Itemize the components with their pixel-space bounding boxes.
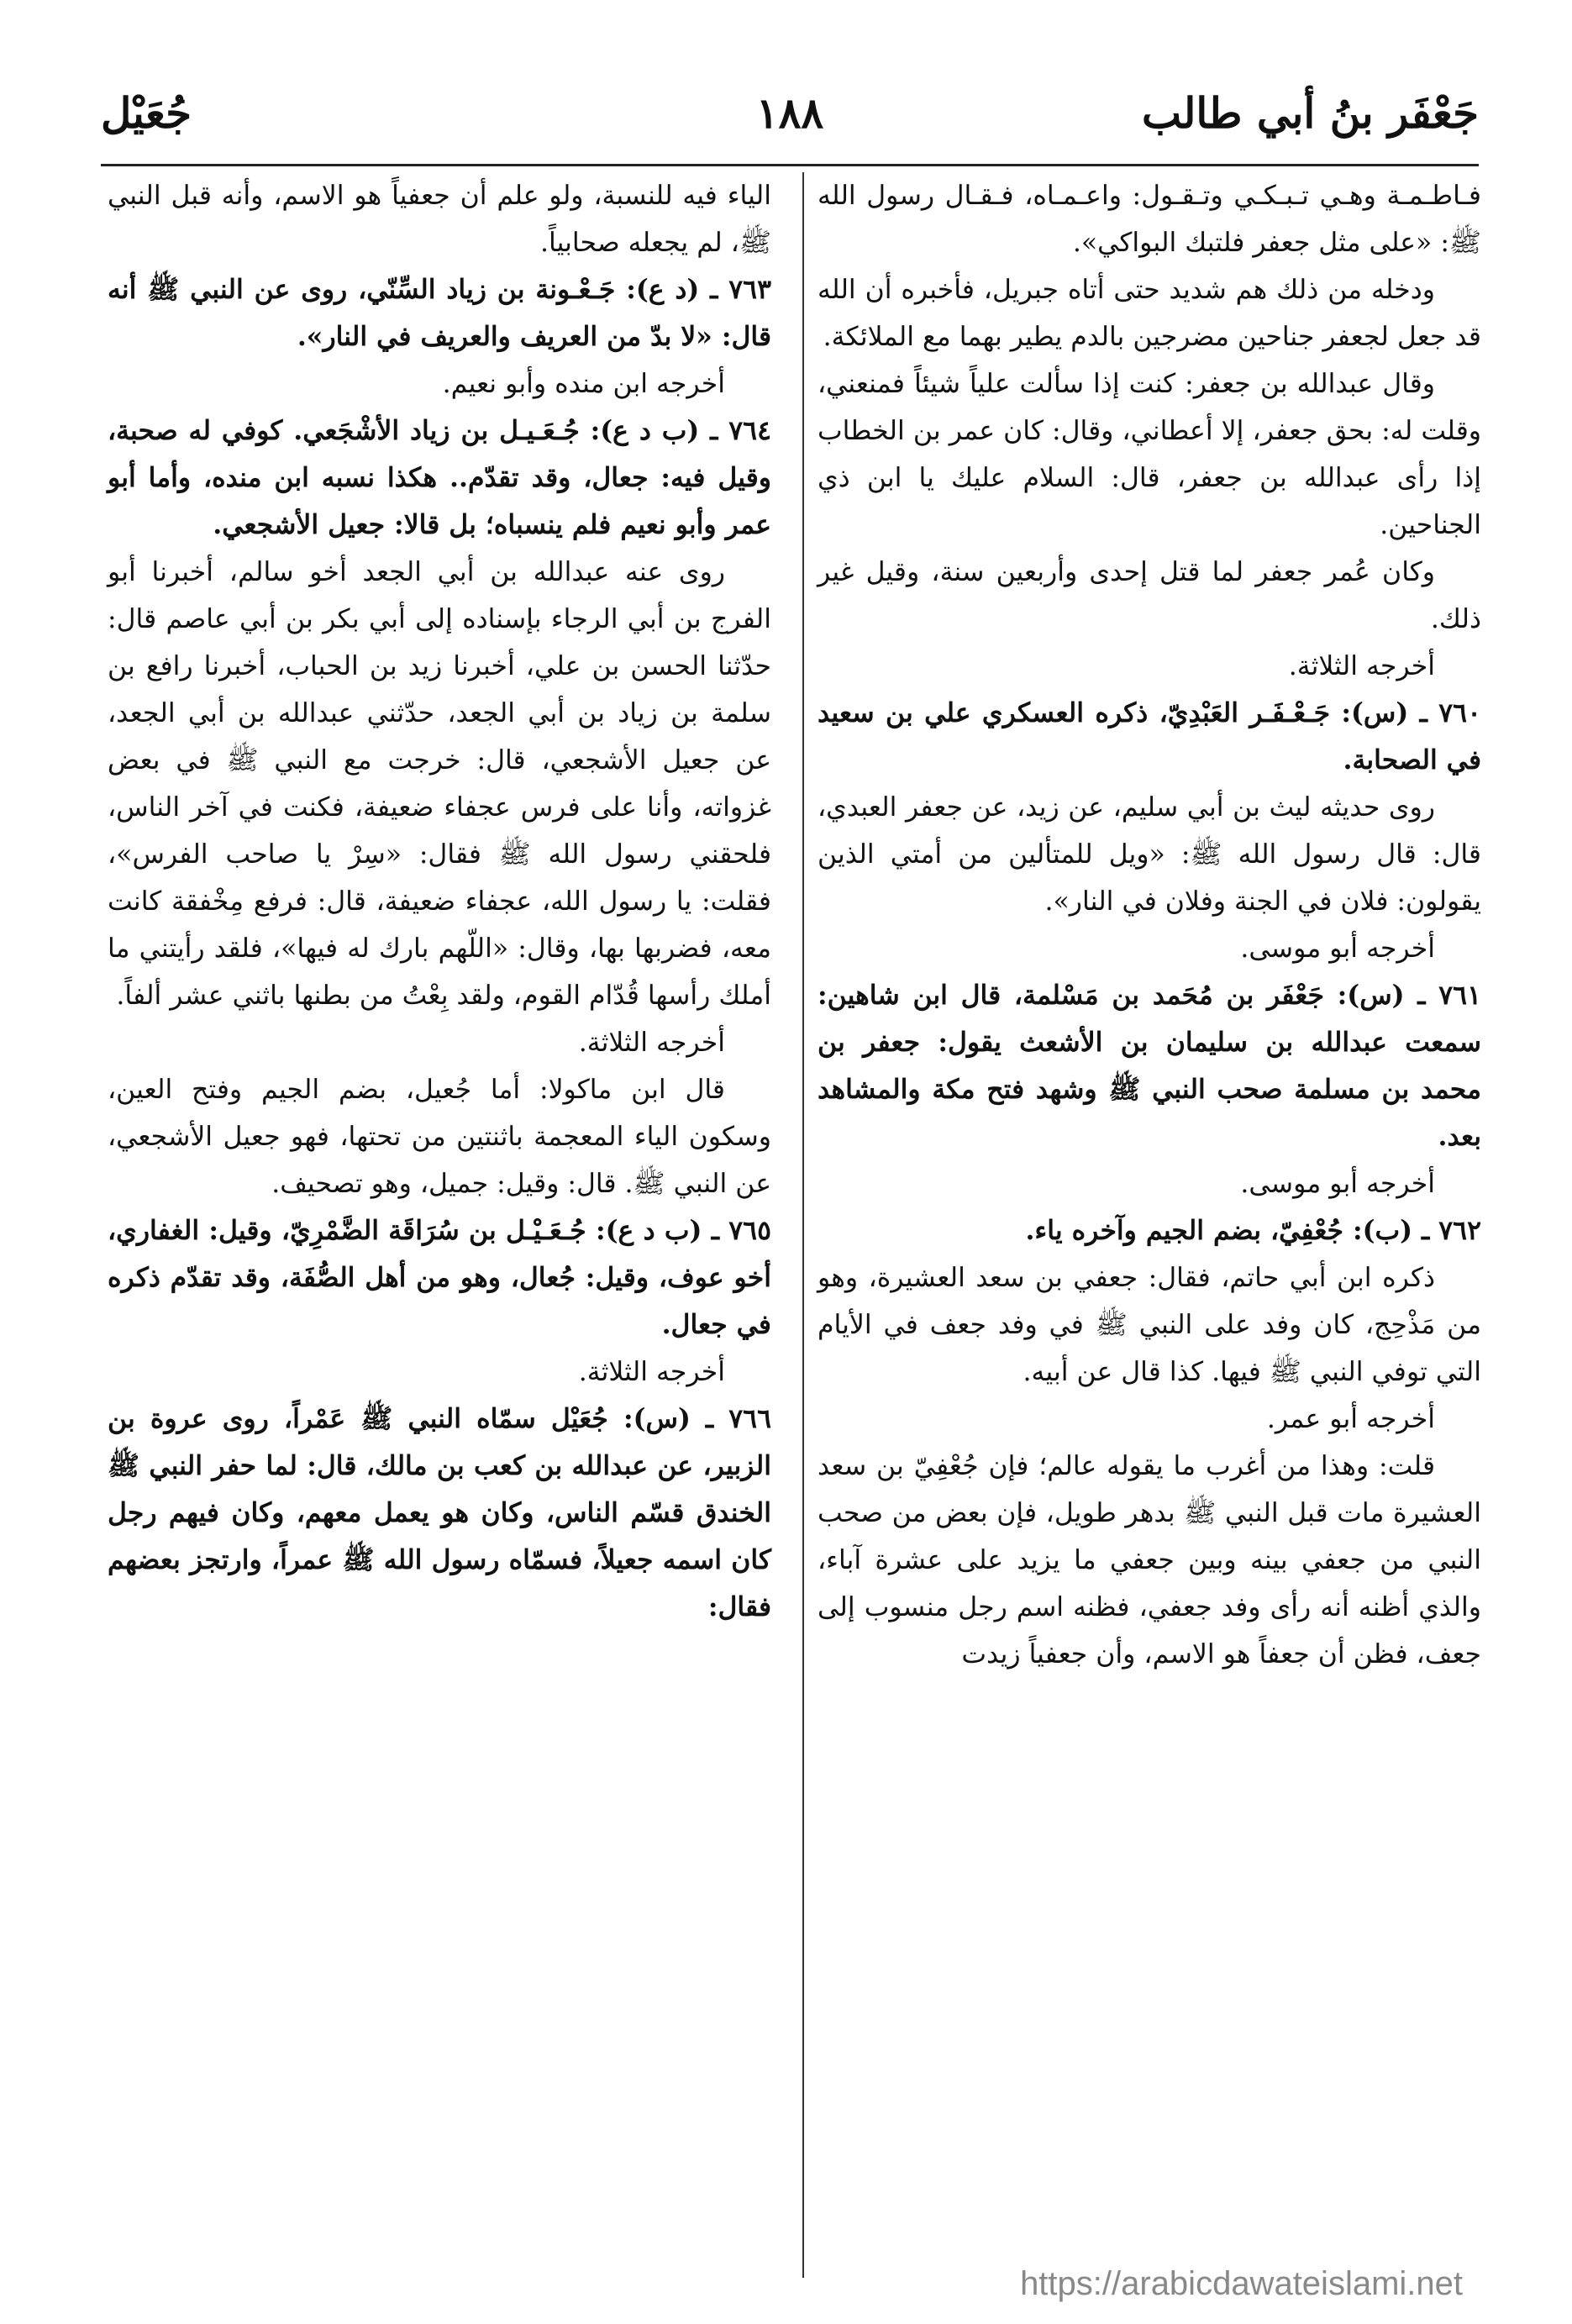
watermark-url: https://arabicdawateislami.net <box>1020 2265 1463 2302</box>
paragraph: أخرجه الثلاثة. <box>578 1357 725 1387</box>
paragraph: أخرجه الثلاثة. <box>578 1028 725 1058</box>
entry-764: ٧٦٤ ـ (ب د ع): جُـعَـيـل بن زياد الأشْجَعي. كوفي له صحبة، وقيل فيه: جعال، وقد تقدّم.. هكذا نسبه ابن منده، وأما أبو عمر وأبو نعيم فلم ينسباه؛ بل قالا: جعيل الأشجعي. <box>108 415 771 540</box>
paragraph: ذكره ابن أبي حاتم، فقال: جعفي بن سعد العشيرة، وهو من مَذْحِج، كان وفد على النبي ﷺ في وفد جعف في الأيام التي توفي النبي ﷺ فيها. كذا قال عن أبيه. <box>818 1263 1481 1387</box>
paragraph: أخرجه ابن منده وأبو نعيم. <box>442 369 725 399</box>
entry-766: ٧٦٦ ـ (س): جُعَيْل سمّاه النبي ﷺ عَمْراً، روى عروة بن الزبير، عن عبدالله بن كعب بن مالك، قال: لما حفر النبي ﷺ الخندق قسّم الناس، وكان هو يعمل معهم، وكان فيهم رجل كان اسمه جعيلاً، فسمّاه رسول الله ﷺ عمراً، وارتجز بعضهم فقال: <box>108 1403 771 1622</box>
paragraph: فـاطـمـة وهـي تـبـكـي وتـقـول: واعـمـاه، فـقـال رسول الله ﷺ: «على مثل جعفر فلتبك البواكي». <box>818 181 1481 258</box>
paragraph: أخرجه الثلاثة. <box>1288 651 1435 681</box>
paragraph: أخرجه أبو موسى. <box>1240 1169 1435 1199</box>
header-rule <box>101 164 1479 166</box>
page-number: ١٨٨ <box>755 88 824 138</box>
entry-762: ٧٦٢ ـ (ب): جُعْفِيّ، بضم الجيم وآخره ياء. <box>1025 1215 1481 1246</box>
page-header <box>101 80 1479 155</box>
entry-760: ٧٦٠ ـ (س): جَـعْـفَـر العَبْدِيّ، ذكره العسكري علي بن سعيد في الصحابة. <box>818 697 1481 776</box>
paragraph: قال ابن ماكولا: أما جُعيل، بضم الجيم وفتح العين، وسكون الياء المعجمة باثنتين من تحتها، فهو جعيل الأشجعي، عن النبي ﷺ. قال: وقيل: جميل، وهو تصحيف. <box>108 1075 771 1199</box>
paragraph: ودخله من ذلك هم شديد حتى أتاه جبريل، فأخبره أن الله قد جعل لجعفر جناحين مضرجين بالدم يطير بهما مع الملائكة. <box>818 275 1481 352</box>
paragraph: وقال عبدالله بن جعفر: كنت إذا سألت علياً شيئاً فمنعني، وقلت له: بحق جعفر، إلا أعطاني، وقال: كان عمر بن الخطاب إذا رأى عبدالله بن جعفر، قال: السلام عليك يا ابن ذي الجناحين. <box>818 369 1481 540</box>
paragraph: روى حديثه ليث بن أبي سليم، عن زيد، عن جعفر العبدي، قال: قال رسول الله ﷺ: «ويل للمتألين من أمتي الذين يقولون: فلان في الجنة وفلان في النار». <box>818 792 1481 917</box>
entry-763: ٧٦٣ ـ (د ع): جَـعْـونة بن زياد السِّنّي، روى عن النبي ﷺ أنه قال: «لا بدّ من العريف والعريف في النار». <box>108 274 771 352</box>
paragraph: قلت: وهذا من أغرب ما يقوله عالم؛ فإن جُعْفِيّ بن سعد العشيرة مات قبل النبي ﷺ بدهر طويل، فإن بعض من صحب النبي من جعفي بينه وبين جعفي ما يزيد على عشرة آباء، والذي أظنه أنه رأى وفد جعفي، فظنه اسم رجل منسوب إلى جعف، فظن أن جعفاً هو الاسم، وأن جعفياً زيدت <box>818 1451 1481 1669</box>
left-column <box>108 172 771 2282</box>
running-title-right: جَعْفَر بنُ أبي طالب <box>1142 88 1479 138</box>
entry-765: ٧٦٥ ـ (ب د ع): جُـعَـيْـل بن سُرَاقَة الضَّمْرِيّ، وقيل: الغفاري، أخو عوف، وقيل: جُعال، وهو من أهل الصُّفَة، وقد تقدّم ذكره في جعال. <box>108 1215 771 1340</box>
paragraph: أخرجه أبو عمر. <box>1266 1404 1435 1434</box>
running-title-left: جُعَيْل <box>101 88 192 138</box>
entry-761: ٧٦١ ـ (س): جَعْفَر بن مُحَمد بن مَسْلمة، قال ابن شاهين: سمعت عبدالله بن سليمان بن الأشعث يقول: جعفر بن محمد بن مسلمة صحب النبي ﷺ وشهد فتح مكة والمشاهد بعد. <box>818 980 1481 1152</box>
paragraph: روى عنه عبدالله بن أبي الجعد أخو سالم، أخبرنا أبو الفرج بن أبي الرجاء بإسناده إلى أبي بكر بن أبي عاصم قال: حدّثنا الحسن بن علي، أخبرنا زيد بن الحباب، أخبرنا رافع بن سلمة بن زياد بن أبي الجعد، حدّثني عبدالله بن أبي الجعد، عن جعيل الأشجعي، قال: خرجت مع النبي ﷺ في بعض غزواته، وأنا على فرس عجفاء ضعيفة، فكنت في آخر الناس، فلحقني رسول الله ﷺ فقال: «سِرْ يا صاحب الفرس»، فقلت: يا رسول الله، عجفاء ضعيفة، قال: فرفع مِخْفقة كانت معه، فضربها بها، وقال: «اللّهم بارك له فيها»، فلقد رأيتني ما أملك رأسها قُدّام القوم، ولقد بِعْتُ من بطنها باثني عشر ألفاً. <box>108 557 771 1011</box>
paragraph: أخرجه أبو موسى. <box>1240 933 1435 964</box>
column-divider <box>802 172 804 2278</box>
right-column <box>818 172 1481 2282</box>
paragraph: وكان عُمر جعفر لما قتل إحدى وأربعين سنة، وقيل غير ذلك. <box>818 557 1481 634</box>
paragraph: الياء فيه للنسبة، ولو علم أن جعفياً هو الاسم، وأنه قبل النبي ﷺ، لم يجعله صحابياً. <box>108 181 771 258</box>
